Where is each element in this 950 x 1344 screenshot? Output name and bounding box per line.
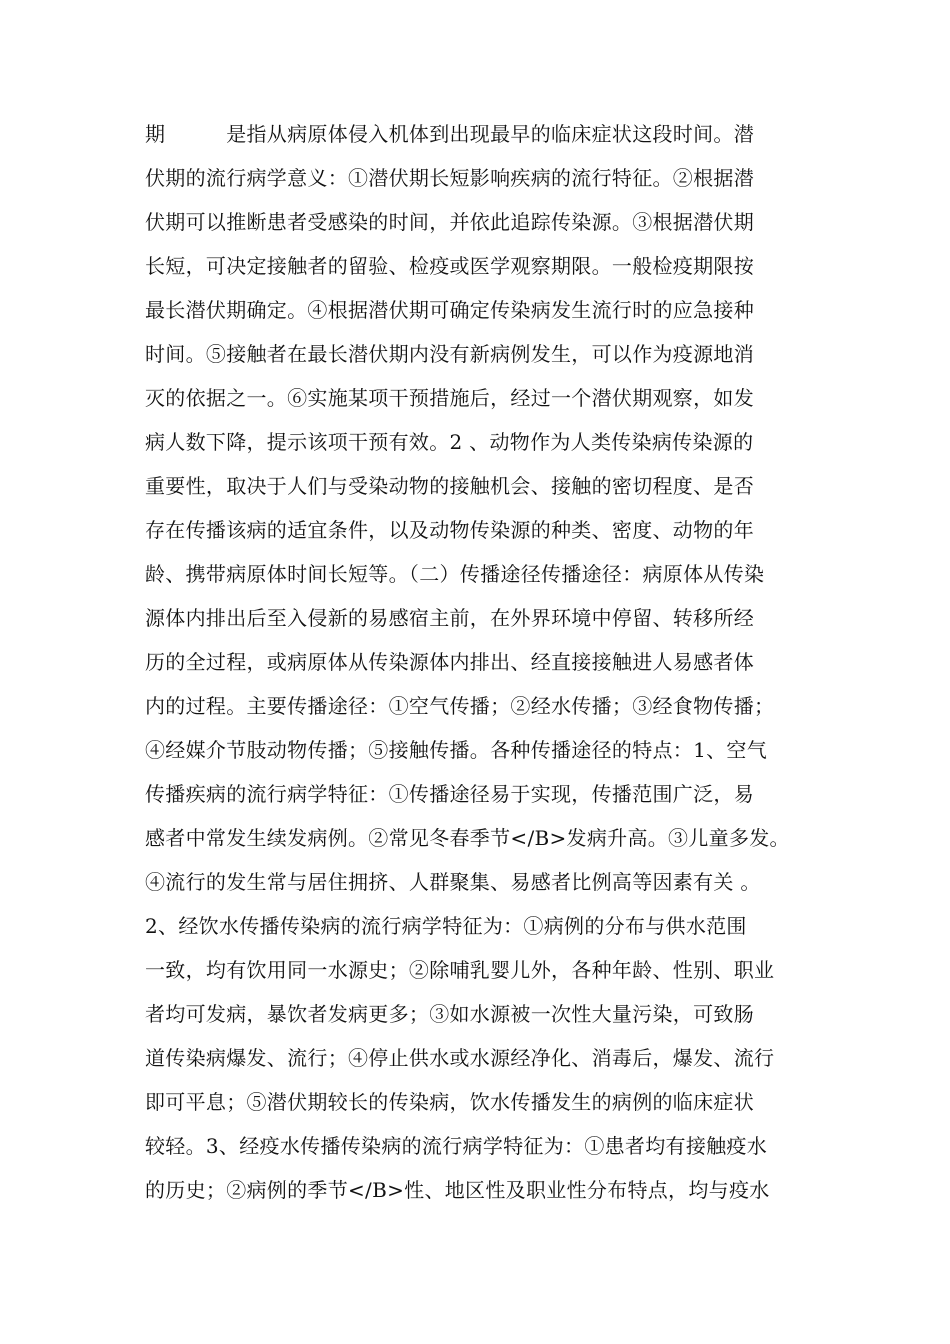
text-line: 重要性，取决于人们与受染动物的接触机会、接触的密切程度、是否 [145,474,754,498]
text-line: 较轻。3、经疫水传播传染病的流行病学特征为：①患者均有接触疫水 [145,1134,768,1158]
text-line: 者均可发病，暴饮者发病更多；③如水源被一次性大量污染，可致肠 [145,1002,754,1026]
text-line: 伏期可以推断患者受感染的时间，并依此追踪传染源。③根据潜伏期 [145,210,754,234]
text-line: 存在传播该病的适宜条件，以及动物传染源的种类、密度、动物的年 [145,518,754,542]
text-line: 源体内排出后至入侵新的易感宿主前，在外界环境中停留、转移所经 [145,606,754,630]
text-line: 历的全过程，或病原体从传染源体内排出、经直接接触进人易感者体 [145,650,754,674]
document-page [145,112,810,1212]
text-line: 内的过程。主要传播途径：①空气传播；②经水传播；③经食物传播； [145,694,775,718]
text-line: 即可平息；⑤潜伏期较长的传染病，饮水传播发生的病例的临床症状 [145,1090,754,1114]
text-line: 龄、携带病原体时间长短等。（二）传播途径传播途径：病原体从传染 [145,562,765,586]
text-line: 传播疾病的流行病学特征：①传播途径易于实现，传播范围广泛，易 [145,782,754,806]
text-line: 道传染病爆发、流行；④停止供水或水源经净化、消毒后，爆发、流行 [145,1046,775,1070]
text-line: 感者中常发生续发病例。②常见冬春季节</B>发病升高。③儿童多发。 [145,826,790,850]
text-line: 伏期的流行病学意义：①潜伏期长短影响疾病的流行特征。②根据潜 [145,166,754,190]
text-line: 最长潜伏期确定。④根据潜伏期可确定传染病发生流行时的应急接种 [145,298,754,322]
text-line: ④流行的发生常与居住拥挤、人群聚集、易感者比例高等因素有关 。 [145,870,761,894]
text-line: 病人数下降，提示该项干预有效。2 、动物作为人类传染病传染源的 [145,430,754,454]
text-line: 时间。⑤接触者在最长潜伏期内没有新病例发生，可以作为疫源地消 [145,342,754,366]
text-line: 期 是指从病原体侵入机体到出现最早的临床症状这段时间。潜 [145,122,754,146]
text-line: 一致，均有饮用同一水源史；②除哺乳婴儿外，各种年龄、性别、职业 [145,958,775,982]
text-line: 长短，可决定接触者的留验、检疫或医学观察期限。一般检疫期限按 [145,254,754,278]
text-line: 2、经饮水传播传染病的流行病学特征为：①病例的分布与供水范围 [145,914,747,938]
text-line: 灭的依据之一。⑥实施某项干预措施后，经过一个潜伏期观察，如发 [145,386,754,410]
text-line: 的历史；②病例的季节</B>性、地区性及职业性分布特点，均与疫水 [145,1178,770,1202]
text-line: ④经媒介节肢动物传播；⑤接触传播。各种传播途径的特点：1、空气 [145,738,768,762]
